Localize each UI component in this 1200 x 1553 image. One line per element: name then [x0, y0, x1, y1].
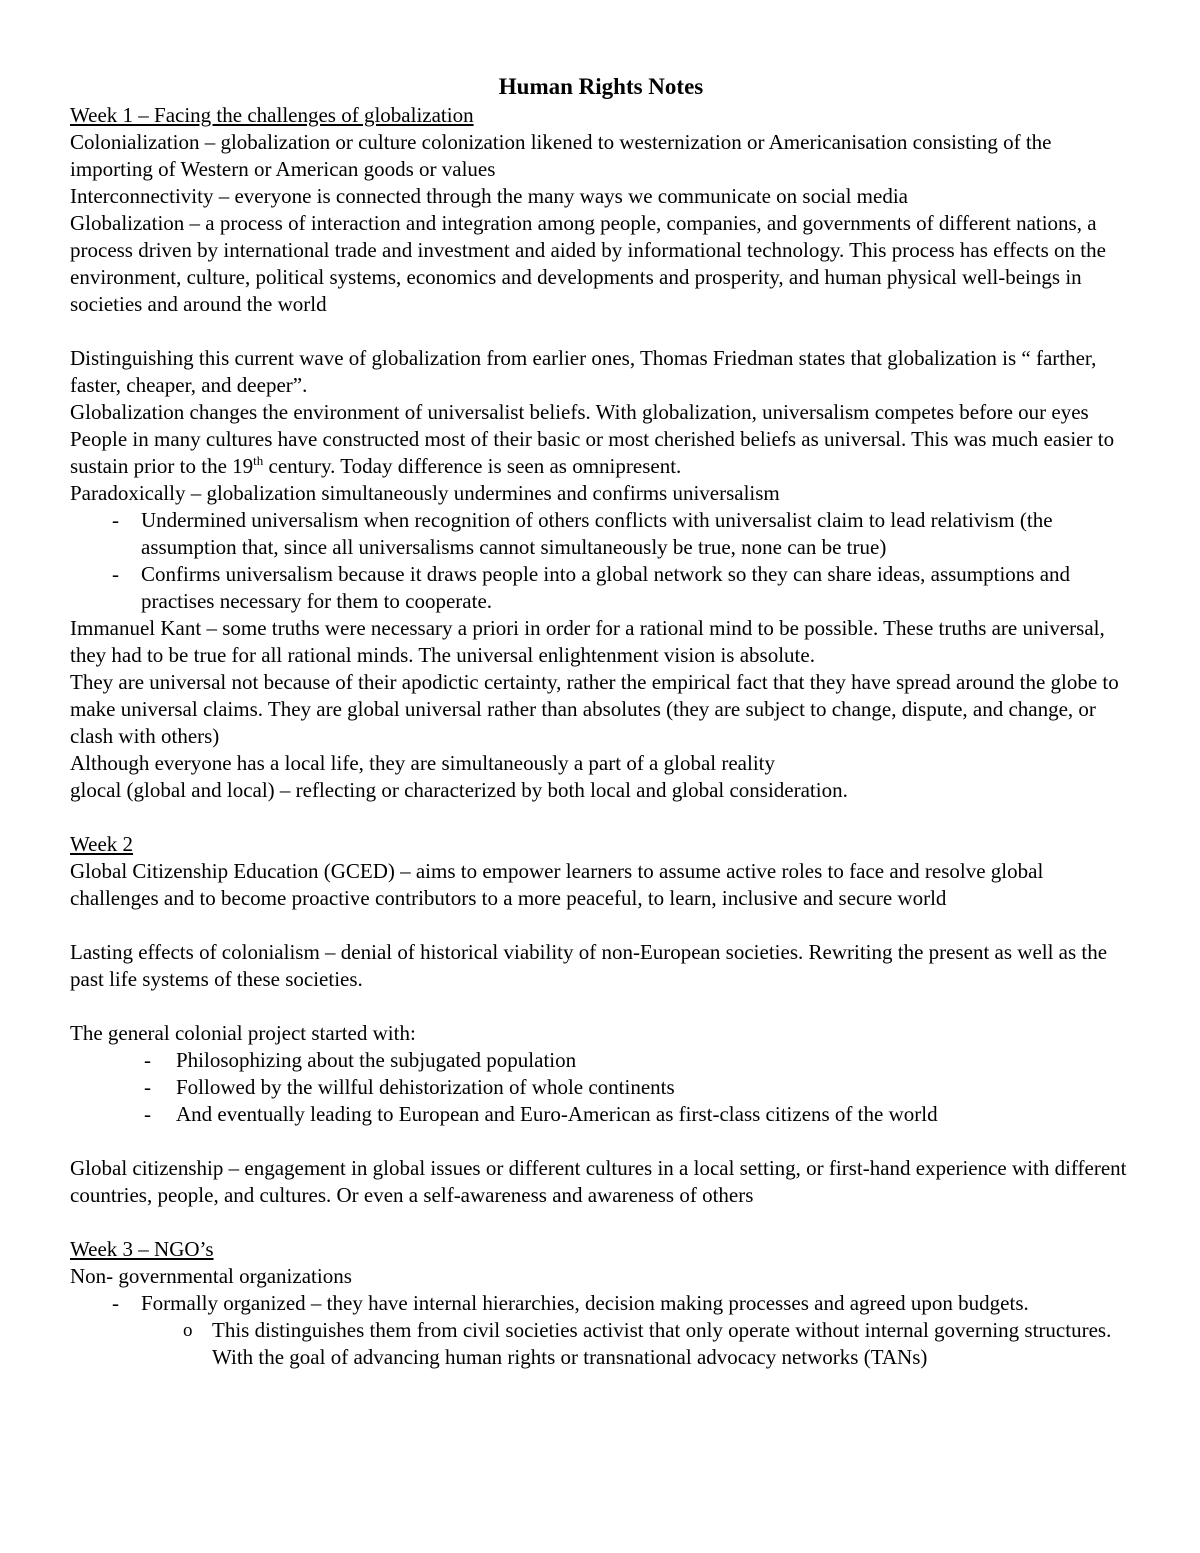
sub-list-item-text: This distinguishes them from civil societies activist that only operate without internal governing structures. With the goal of advancing human rights or transnational advocacy networks (TANs): [212, 1318, 1112, 1369]
week3-heading: Week 3 – NGO’s: [70, 1237, 214, 1261]
dash-bullet: -: [112, 508, 119, 532]
week1-paragraph-colonialization: Colonialization – globalization or culture colonization likened to westernization or Americanisation consisting of the importing of Western or American goods or values: [70, 130, 1052, 181]
dash-bullet: -: [144, 1075, 151, 1099]
dash-bullet: -: [112, 1291, 119, 1315]
blank-line: [70, 1128, 1132, 1155]
circle-bullet: o: [183, 1320, 193, 1341]
week1-paragraph-cultures: [70, 426, 1132, 480]
week1-paragraph-cultures-text-b: century. Today difference is seen as omnipresent.: [263, 454, 682, 478]
week2-paragraph-global-citizenship: Global citizenship – engagement in global issues or different cultures in a local setting, or first-hand experience with different countries, people, and cultures. Or even a self-awareness and awareness of others: [70, 1156, 1127, 1207]
week1-paragraph-paradoxically: Paradoxically – globalization simultaneously undermines and confirms universalism: [70, 481, 780, 505]
blank-line: [70, 993, 1132, 1020]
superscript-th: th: [253, 453, 264, 468]
week1-paragraph-cultures-text-a: People in many cultures have constructed most of their basic or most cherished beliefs as universal. This was much easier to sustain prior to the 19: [70, 427, 1115, 478]
week1-paragraph-kant: Immanuel Kant – some truths were necessary a priori in order for a rational mind to be possible. These truths are universal, they had to be true for all rational minds. The universal enlightenment vision is absolute.: [70, 616, 1105, 667]
week2-paragraph-gced: Global Citizenship Education (GCED) – aims to empower learners to assume active roles to face and resolve global challenges and to become proactive contributors to a more peaceful, to learn, inclusive and secure world: [70, 859, 1044, 910]
list-item: [70, 1074, 1132, 1101]
list-item-text: Undermined universalism when recognition of others conflicts with universalist claim to lead relativism (the assumption that, since all universalisms cannot simultaneously be true, none can be true): [141, 508, 1053, 559]
list-item: [70, 1101, 1132, 1128]
week1-paragraph-universalist-beliefs: Globalization changes the environment of universalist beliefs. With globalization, universalism competes before our eyes: [70, 400, 1089, 424]
list-item-text: Confirms universalism because it draws people into a global network so they can share ideas, assumptions and practises necessary for them to cooperate.: [141, 562, 1071, 613]
blank-line: [70, 318, 1132, 345]
blank-line: [70, 1209, 1132, 1236]
week1-paragraph-globalization: Globalization – a process of interaction and integration among people, companies, and governments of different nations, a process driven by international trade and investment and aided by informational technology. This process has effects on the environment, culture, political systems, economics and developments and prosperity, and human physical well-beings in societies and around the world: [70, 211, 1106, 316]
dash-bullet: -: [144, 1102, 151, 1126]
blank-line: [70, 912, 1132, 939]
document-page: [70, 72, 1132, 1371]
week2-paragraph-colonial-project: The general colonial project started with:: [70, 1021, 416, 1045]
list-item-text: Followed by the willful dehistorization of whole continents: [176, 1075, 675, 1099]
week1-paragraph-interconnectivity: Interconnectivity – everyone is connected through the many ways we communicate on social media: [70, 184, 908, 208]
week2-paragraph-colonialism: Lasting effects of colonialism – denial of historical viability of non-European societies. Rewriting the present as well as the past life systems of these societies.: [70, 940, 1108, 991]
list-item: [70, 1047, 1132, 1074]
list-item-text: And eventually leading to European and Euro-American as first-class citizens of the world: [176, 1102, 938, 1126]
list-item-text: Formally organized – they have internal hierarchies, decision making processes and agreed upon budgets.: [141, 1291, 1029, 1315]
list-item-text: Philosophizing about the subjugated population: [176, 1048, 577, 1072]
list-item: [70, 1290, 1132, 1317]
document-title: Human Rights Notes: [498, 74, 704, 99]
sub-list-item: [70, 1317, 1132, 1371]
list-item: [70, 561, 1132, 615]
week3-paragraph-ngo: Non- governmental organizations: [70, 1264, 352, 1288]
blank-line: [70, 804, 1132, 831]
dash-bullet: -: [112, 562, 119, 586]
week1-paragraph-global-universal: They are universal not because of their apodictic certainty, rather the empirical fact that they have spread around the globe to make universal claims. They are global universal rather than absolutes (they are subject to change, dispute, and change, or clash with others): [70, 670, 1119, 748]
week1-paragraph-friedman: Distinguishing this current wave of globalization from earlier ones, Thomas Friedman states that globalization is “ farther, faster, cheaper, and deeper”.: [70, 346, 1097, 397]
week1-heading: Week 1 – Facing the challenges of globalization: [70, 103, 474, 127]
list-item: [70, 507, 1132, 561]
week2-heading: Week 2: [70, 832, 134, 856]
week1-paragraph-local-life: Although everyone has a local life, they are simultaneously a part of a global reality: [70, 751, 776, 775]
week1-paragraph-glocal: glocal (global and local) – reflecting or characterized by both local and global consideration.: [70, 778, 848, 802]
dash-bullet: -: [144, 1048, 151, 1072]
